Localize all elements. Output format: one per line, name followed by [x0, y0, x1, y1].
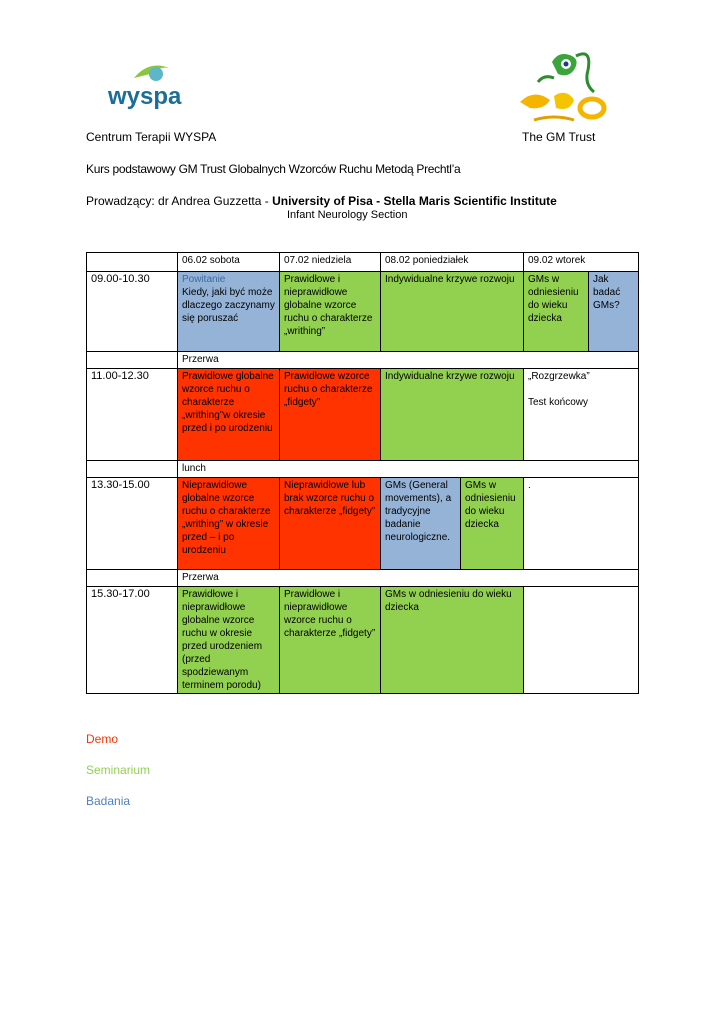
session-text: Test końcowy [528, 397, 589, 408]
session-cell: Indywidualne krzywe rozwoju [381, 369, 524, 461]
time-cell: 11.00-12.30 [87, 369, 178, 461]
session-title: Powitanie [182, 274, 226, 285]
wyspa-logo-text: wyspa [108, 83, 182, 110]
corner-cell [87, 253, 178, 272]
session-cell: Jak badać GMs? [589, 272, 639, 352]
left-organization: Centrum Terapii WYSPA [86, 130, 217, 144]
session-cell: Prawidłowe i nieprawidłowe wzorce ruchu o charakterze „fidgety” [280, 587, 381, 694]
session-cell: Prawidłowe wzorce ruchu o charakterze „fidgety” [280, 369, 381, 461]
table-row [87, 478, 639, 570]
section-name: Infant Neurology Section [287, 209, 408, 221]
lecturer-affiliation: University of Pisa - Stella Maris Scientific Institute [272, 194, 557, 208]
table-row [87, 369, 639, 461]
session-cell [524, 369, 639, 461]
gm-trust-logo [514, 48, 614, 128]
session-cell: GMs w odniesieniu do wieku dziecka [461, 478, 524, 570]
session-cell: Nieprawidłowe globalne wzorce ruchu o charakterze „writhing” w okresie przed – i po urodzeniu [178, 478, 280, 570]
time-cell: 13.30-15.00 [87, 478, 178, 570]
session-cell [178, 272, 280, 352]
lecturer-name: Prowadzący: dr Andrea Guzzetta - [86, 194, 273, 208]
empty-cell [87, 570, 178, 587]
session-cell: Nieprawidłowe lub brak wzorce ruchu o charakterze „fidgety” [280, 478, 381, 570]
session-cell: Prawidłowe globalne wzorce ruchu o charakterze „writhing”w okresie przed i po urodzeniu [178, 369, 280, 461]
session-cell: Prawidłowe i nieprawidłowe globalne wzorce ruchu o charakterze „writhing” [280, 272, 381, 352]
session-cell: GMs w odniesieniu do wieku dziecka [381, 587, 524, 694]
schedule-table [86, 252, 639, 694]
right-organization: The GM Trust [522, 130, 596, 144]
day-header: 08.02 poniedziałek [381, 253, 524, 272]
day-header: 09.02 wtorek [524, 253, 639, 272]
break-label: lunch [178, 461, 639, 478]
break-label: Przerwa [178, 570, 639, 587]
day-header: 07.02 niedziela [280, 253, 381, 272]
break-row [87, 461, 639, 478]
session-cell [524, 587, 639, 694]
table-row [87, 272, 639, 352]
break-label: Przerwa [178, 352, 639, 369]
legend-seminar: Seminarium [86, 763, 151, 777]
empty-cell [87, 461, 178, 478]
break-row [87, 352, 639, 369]
session-cell: Prawidłowe i nieprawidłowe globalne wzorce ruchu w okresie przed urodzeniem (przed spodziewanym terminem porodu) [178, 587, 280, 694]
session-text: Kiedy, jaki być może dlaczego zaczynamy się poruszać [182, 287, 275, 324]
time-cell: 15.30-17.00 [87, 587, 178, 694]
session-cell: . [524, 478, 639, 570]
empty-cell [87, 352, 178, 369]
session-cell: GMs (General movements), a tradycyjne badanie neurologiczne. [381, 478, 461, 570]
legend-research: Badania [86, 794, 131, 808]
legend-demo: Demo [86, 732, 119, 746]
break-row [87, 570, 639, 587]
course-title: Kurs podstawowy GM Trust Globalnych Wzorców Ruchu Metodą Prechtl’a [86, 162, 461, 176]
session-cell: GMs w odniesieniu do wieku dziecka [524, 272, 589, 352]
day-header: 06.02 sobota [178, 253, 280, 272]
session-text: „Rozgrzewka” [528, 371, 590, 382]
wyspa-logo [104, 60, 194, 112]
table-row [87, 587, 639, 694]
time-cell: 09.00-10.30 [87, 272, 178, 352]
header-row [87, 253, 639, 272]
lecturer-line [86, 194, 557, 208]
session-cell: Indywidualne krzywe rozwoju [381, 272, 524, 352]
